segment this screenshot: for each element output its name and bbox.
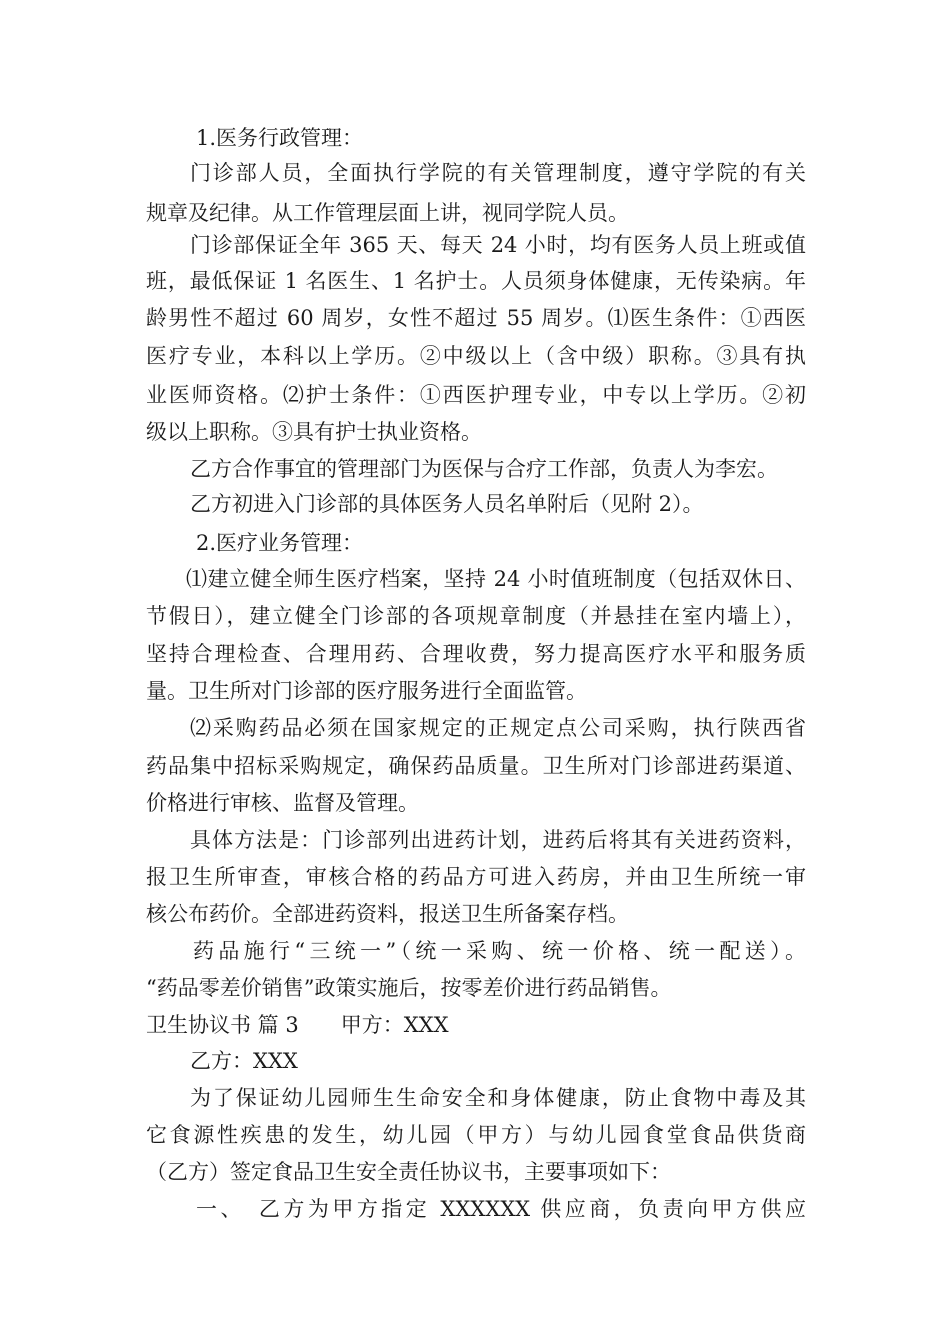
section-heading-1: 1.医务行政管理： — [196, 126, 364, 150]
paragraph-line: 报卫生所审查，审核合格的药品方可进入药房，并由卫生所统一审 — [146, 865, 806, 889]
paragraph-line: 门诊部人员，全面执行学院的有关管理制度，遵守学院的有关 — [190, 161, 806, 185]
paragraph-line: ⑵采购药品必须在国家规定的正规定点公司采购，执行陕西省 — [190, 716, 806, 740]
paragraph-line: 坚持合理检查、合理用药、合理收费，努力提高医疗水平和服务质 — [146, 642, 806, 666]
paragraph-line: 为了保证幼儿园师生生命安全和身体健康，防止食物中毒及其 — [190, 1086, 806, 1110]
paragraph-line: 门诊部保证全年 365 天、每天 24 小时，均有医务人员上班或值 — [190, 233, 806, 257]
paragraph-line: ⑴建立健全师生医疗档案，坚持 24 小时值班制度（包括双休日、 — [186, 567, 806, 591]
agreement-heading: 卫生协议书 篇 3 甲方：XXX — [146, 1013, 449, 1037]
paragraph-line: 具体方法是：门诊部列出进药计划，进药后将其有关进药资料， — [190, 828, 806, 852]
paragraph-line: 规章及纪律。从工作管理层面上讲，视同学院人员。 — [146, 201, 629, 225]
paragraph-line: 医疗专业，本科以上学历。②中级以上（含中级）职称。③具有执 — [146, 344, 806, 368]
clause-line: 一、 乙方为甲方指定 XXXXXX 供应商，负责向甲方供应 — [196, 1197, 806, 1221]
paragraph-line: “药品零差价销售”政策实施后，按零差价进行药品销售。 — [146, 976, 672, 1000]
paragraph-line: 乙方合作事宜的管理部门为医保与合疗工作部，负责人为李宏。 — [190, 457, 778, 481]
paragraph-line: （乙方）签定食品卫生安全责任协议书，主要事项如下： — [146, 1160, 671, 1184]
paragraph-line: 它食源性疾患的发生，幼儿园（甲方）与幼儿园食堂食品供货商 — [146, 1123, 806, 1147]
paragraph-line: 级以上职称。③具有护士执业资格。 — [146, 420, 482, 444]
paragraph-line: 量。卫生所对门诊部的医疗服务进行全面监管。 — [146, 679, 587, 703]
paragraph-line: 核公布药价。全部进药资料，报送卫生所备案存档。 — [146, 902, 629, 926]
section-heading-2: 2.医疗业务管理： — [196, 531, 364, 555]
paragraph-line: 价格进行审核、监督及管理。 — [146, 791, 419, 815]
paragraph-line: 节假日），建立健全门诊部的各项规章制度（并悬挂在室内墙上）， — [146, 604, 806, 628]
paragraph-line: 业医师资格。⑵护士条件：①西医护理专业，中专以上学历。②初 — [146, 383, 806, 407]
paragraph-line: 龄男性不超过 60 周岁，女性不超过 55 周岁。⑴医生条件：①西医 — [146, 306, 806, 330]
paragraph-line: 药品施行“三统一”（统一采购、统一价格、统一配送）。 — [193, 939, 806, 963]
paragraph-line: 药品集中招标采购规定，确保药品质量。卫生所对门诊部进药渠道、 — [146, 754, 806, 778]
paragraph-line: 班，最低保证 1 名医生、1 名护士。人员须身体健康，无传染病。年 — [146, 269, 806, 293]
paragraph-line: 乙方初进入门诊部的具体医务人员名单附后（见附 2）。 — [190, 492, 704, 516]
party-b-line: 乙方：XXX — [190, 1049, 298, 1073]
